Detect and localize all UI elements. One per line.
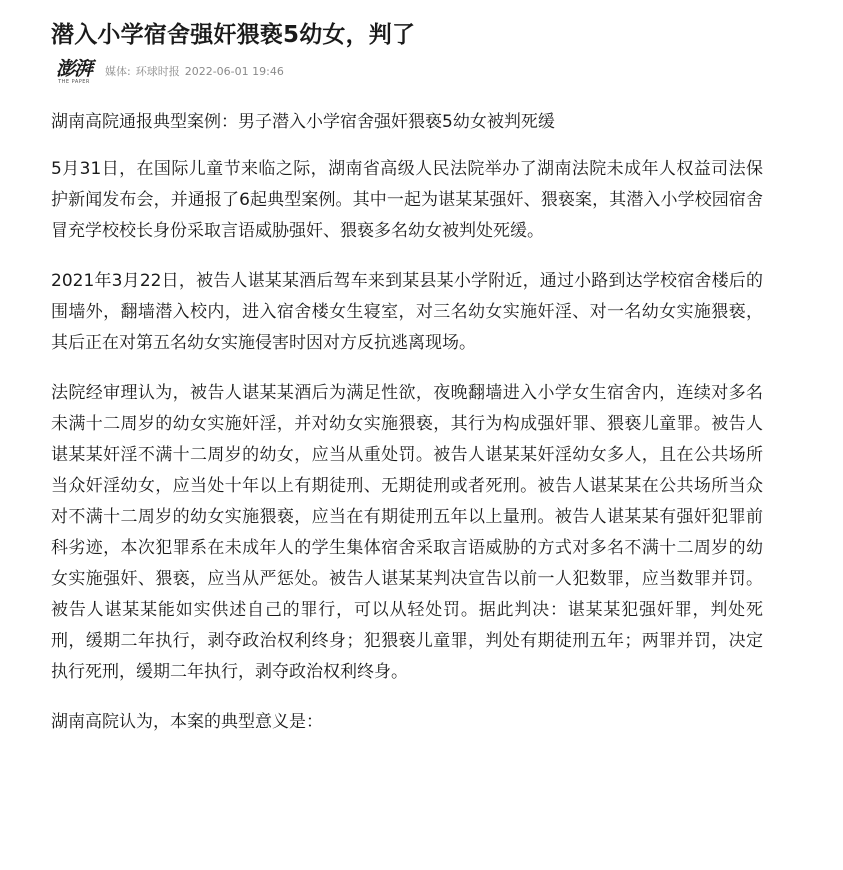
media-name: 环球时报 (135, 65, 180, 78)
publish-datetime: 2022-06-01 19:46 (184, 65, 284, 78)
paragraph: 法院经审理认为，被告人谌某某酒后为满足性欲，夜晚翻墙进入小学女生宿舍内，连续对多名未满十二周岁的幼女实施奸淫，并对幼女实施猥亵，其行为构成强奸罪、猥亵儿童罪。被告人谌某某奸淫不满十二周岁的幼女，应当从重处罚。被告人谌某某奸淫幼女多人，且在公共场所当众奸淫幼女，应当处十年以上有期徒刑、无期徒刑或者死刑。被告人谌某某在公共场所当众对不满十二周岁的幼女实施猥亵，应当在有期徒刑五年以上量刑。被告人谌某某有强奸犯罪前科劣迹，本次犯罪系在未成年人的学生集体宿舍采取言语威胁的方式对多名不满十二周岁的幼女实施强奸、猥亵，应当从严惩处。被告人谌某某判决宣告以前一人犯数罪，应当数罪并罚。被告人谌某某能如实供述自己的罪行，可以从轻处罚。据此判决：谌某某犯强奸罪，判处死刑，缓期二年执行，剥夺政治权利终身；犯猥亵儿童罪，判处有期徒刑五年；两罪并罚，决定执行死刑，缓期二年执行，剥夺政治权利终身。 (51, 383, 763, 682)
media-label: 媒体: (105, 65, 131, 78)
source-logo-text: 澎湃 (55, 58, 92, 80)
meta-line (105, 64, 284, 80)
article-body (51, 107, 763, 738)
source-logo[interactable] (51, 59, 97, 85)
paragraph: 5月31日，在国际儿童节来临之际，湖南省高级人民法院举办了湖南法院未成年人权益司法保护新闻发布会，并通报了6起典型案例。其中一起为谌某某强奸、猥亵案，其潜入小学校园宿舍冒充学校校长身份采取言语威胁强奸、猥亵多名幼女被判处死缓。 (51, 159, 763, 241)
paragraph-lead: 湖南高院通报典型案例：男子潜入小学宿舍强奸猥亵5幼女被判死缓 (51, 112, 555, 132)
article-title: 潜入小学宿舍强奸猥亵5幼女，判了 (51, 22, 416, 48)
article-meta (51, 57, 763, 87)
source-logo-subtext: THE PAPER (58, 79, 90, 85)
paragraph: 2021年3月22日，被告人谌某某酒后驾车来到某县某小学附近，通过小路到达学校宿舍楼后的围墙外，翻墙潜入校内，进入宿舍楼女生寝室，对三名幼女实施奸淫、对一名幼女实施猥亵，其后正在对第五名幼女实施侵害时因对方反抗逃离现场。 (51, 271, 763, 353)
paragraph: 湖南高院认为，本案的典型意义是： (51, 712, 323, 732)
